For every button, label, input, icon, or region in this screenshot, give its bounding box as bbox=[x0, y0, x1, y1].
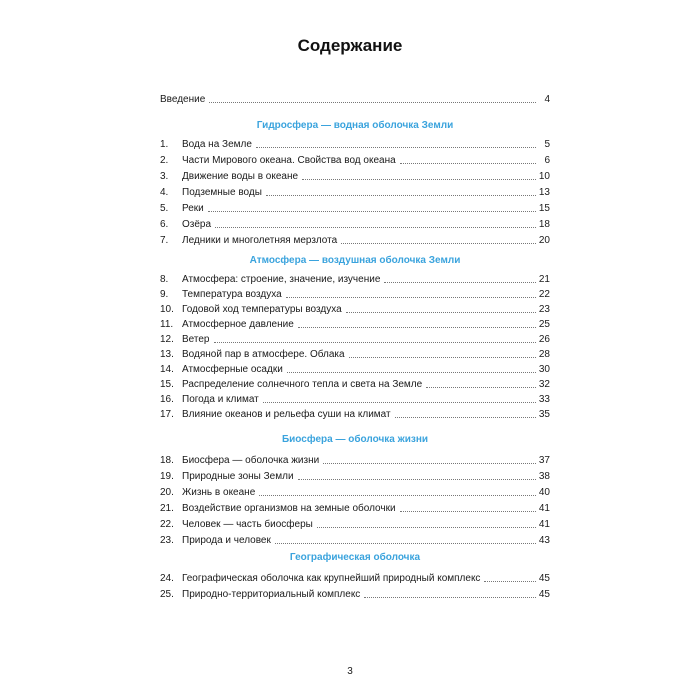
toc-item bbox=[160, 533, 550, 547]
toc-item-num: 21. bbox=[160, 503, 174, 514]
leader-dots bbox=[287, 372, 536, 373]
toc-item bbox=[160, 469, 550, 483]
toc-item-num: 9. bbox=[160, 289, 169, 300]
toc-item-num: 23. bbox=[160, 535, 174, 546]
toc-item-label: Географическая оболочка как крупнейший природный комплекс bbox=[182, 573, 481, 584]
toc-item bbox=[160, 169, 550, 183]
toc-item-page: 35 bbox=[538, 409, 550, 420]
leader-dots bbox=[298, 327, 536, 328]
toc-item-num: 2. bbox=[160, 155, 169, 166]
toc-item-label: Атмосферное давление bbox=[182, 319, 294, 330]
toc-item-num: 14. bbox=[160, 364, 174, 375]
toc-item bbox=[160, 137, 550, 151]
toc-item bbox=[160, 287, 550, 301]
toc-item bbox=[160, 377, 550, 391]
toc-item-label: Водяной пар в атмосфере. Облака bbox=[182, 349, 345, 360]
section-heading-atmosphere: Атмосфера — воздушная оболочка Земли bbox=[249, 255, 461, 266]
toc-item-num: 13. bbox=[160, 349, 174, 360]
toc-item-num: 15. bbox=[160, 379, 174, 390]
toc-item-page: 41 bbox=[538, 519, 550, 530]
toc-item-label: Природно-территориальный комплекс bbox=[182, 589, 361, 600]
section-heading-hydrosphere: Гидросфера — водная оболочка Земли bbox=[256, 120, 454, 131]
toc-item-page: 6 bbox=[544, 155, 550, 166]
leader-dots bbox=[208, 211, 536, 212]
toc-item bbox=[160, 517, 550, 531]
toc-item-label: Погода и климат bbox=[182, 394, 259, 405]
leader-dots bbox=[214, 342, 537, 343]
toc-item-label: Распределение солнечного тепла и света на Земле bbox=[182, 379, 423, 390]
toc-item bbox=[160, 185, 550, 199]
leader-dots bbox=[256, 147, 536, 148]
toc-item-page: 25 bbox=[538, 319, 550, 330]
leader-dots bbox=[364, 597, 536, 598]
leader-dots bbox=[400, 511, 536, 512]
toc-item-page: 13 bbox=[538, 187, 550, 198]
toc-item-label: Ветер bbox=[182, 334, 210, 345]
toc-item bbox=[160, 571, 550, 585]
toc-item-num: 25. bbox=[160, 589, 174, 600]
toc-item-label: Природа и человек bbox=[182, 535, 271, 546]
leader-dots bbox=[346, 312, 536, 313]
toc-item-page: 45 bbox=[538, 573, 550, 584]
leader-dots bbox=[341, 243, 536, 244]
toc-intro-label: Введение bbox=[160, 94, 206, 105]
toc-item-label: Природные зоны Земли bbox=[182, 471, 294, 482]
leader-dots bbox=[275, 543, 536, 544]
toc-item-num: 4. bbox=[160, 187, 169, 198]
toc-item-page: 45 bbox=[538, 589, 550, 600]
leader-dots bbox=[395, 417, 536, 418]
toc-item-label: Части Мирового океана. Свойства вод океана bbox=[182, 155, 396, 166]
toc-item-num: 12. bbox=[160, 334, 174, 345]
toc-item bbox=[160, 201, 550, 215]
toc-item bbox=[160, 272, 550, 286]
toc-item bbox=[160, 501, 550, 515]
toc-item bbox=[160, 153, 550, 167]
toc-item-num: 20. bbox=[160, 487, 174, 498]
toc-item-num: 8. bbox=[160, 274, 169, 285]
toc-item-page: 43 bbox=[538, 535, 550, 546]
toc-item-page: 18 bbox=[538, 219, 550, 230]
page-number: 3 bbox=[347, 666, 353, 677]
toc-item-page: 26 bbox=[538, 334, 550, 345]
leader-dots bbox=[323, 463, 536, 464]
leader-dots bbox=[298, 479, 536, 480]
toc-item-num: 22. bbox=[160, 519, 174, 530]
toc-item-label: Атмосфера: строение, значение, изучение bbox=[182, 274, 381, 285]
toc-item-page: 23 bbox=[538, 304, 550, 315]
leader-dots bbox=[209, 102, 536, 103]
toc-item-label: Биосфера — оболочка жизни bbox=[182, 455, 320, 466]
toc-item-num: 3. bbox=[160, 171, 169, 182]
toc-item-page: 28 bbox=[538, 349, 550, 360]
toc-item-label: Воздействие организмов на земные оболочки bbox=[182, 503, 396, 514]
toc-item-page: 41 bbox=[538, 503, 550, 514]
toc-item-num: 10. bbox=[160, 304, 174, 315]
toc-item bbox=[160, 317, 550, 331]
toc-item bbox=[160, 407, 550, 421]
toc-item-num: 24. bbox=[160, 573, 174, 584]
toc-item bbox=[160, 332, 550, 346]
toc-item-page: 38 bbox=[538, 471, 550, 482]
toc-item-label: Жизнь в океане bbox=[182, 487, 256, 498]
leader-dots bbox=[384, 282, 536, 283]
toc-item-label: Человек — часть биосферы bbox=[182, 519, 313, 530]
toc-item bbox=[160, 233, 550, 247]
toc-item bbox=[160, 485, 550, 499]
toc-item-label: Годовой ход температуры воздуха bbox=[182, 304, 342, 315]
toc-item-label: Температура воздуха bbox=[182, 289, 282, 300]
toc-item-label: Движение воды в океане bbox=[182, 171, 299, 182]
toc-item bbox=[160, 217, 550, 231]
toc-item-num: 11. bbox=[160, 319, 174, 330]
toc-item-label: Влияние океанов и рельефа суши на климат bbox=[182, 409, 391, 420]
section-heading-geographic-envelope: Географическая оболочка bbox=[289, 552, 421, 563]
leader-dots bbox=[400, 163, 536, 164]
toc-item-page: 30 bbox=[538, 364, 550, 375]
page-title: Содержание bbox=[297, 36, 403, 55]
toc-item-num: 16. bbox=[160, 394, 174, 405]
leader-dots bbox=[259, 495, 536, 496]
toc-item-page: 20 bbox=[538, 235, 550, 246]
toc-item bbox=[160, 302, 550, 316]
toc-item-num: 17. bbox=[160, 409, 174, 420]
toc-item-page: 10 bbox=[538, 171, 550, 182]
toc-item bbox=[160, 347, 550, 361]
toc-item-label: Вода на Земле bbox=[182, 139, 252, 150]
leader-dots bbox=[484, 581, 536, 582]
toc-item-label: Реки bbox=[182, 203, 204, 214]
toc-item bbox=[160, 587, 550, 601]
toc-item-num: 5. bbox=[160, 203, 169, 214]
toc-item bbox=[160, 392, 550, 406]
toc-item bbox=[160, 362, 550, 376]
toc-item-label: Подземные воды bbox=[182, 187, 262, 198]
leader-dots bbox=[302, 179, 536, 180]
toc-item-label: Ледники и многолетняя мерзлота bbox=[182, 235, 338, 246]
toc-item bbox=[160, 453, 550, 467]
toc-item-page: 15 bbox=[538, 203, 550, 214]
toc-item-page: 32 bbox=[538, 379, 550, 390]
toc-item-label: Озёра bbox=[182, 219, 212, 230]
toc-item-page: 33 bbox=[538, 394, 550, 405]
toc-item-page: 40 bbox=[538, 487, 550, 498]
section-heading-biosphere: Биосфера — оболочка жизни bbox=[281, 434, 429, 445]
leader-dots bbox=[286, 297, 536, 298]
leader-dots bbox=[317, 527, 536, 528]
toc-item-page: 22 bbox=[538, 289, 550, 300]
leader-dots bbox=[426, 387, 536, 388]
toc-intro-page: 4 bbox=[544, 94, 550, 105]
toc-item-num: 1. bbox=[160, 139, 169, 150]
leader-dots bbox=[349, 357, 536, 358]
leader-dots bbox=[263, 402, 536, 403]
toc-item-page: 5 bbox=[544, 139, 550, 150]
toc-item-num: 19. bbox=[160, 471, 174, 482]
leader-dots bbox=[266, 195, 536, 196]
toc-item-num: 6. bbox=[160, 219, 169, 230]
leader-dots bbox=[215, 227, 536, 228]
toc-item-label: Атмосферные осадки bbox=[182, 364, 283, 375]
toc-item-num: 18. bbox=[160, 455, 174, 466]
toc-intro bbox=[160, 92, 550, 106]
toc-item-page: 21 bbox=[538, 274, 550, 285]
toc-item-page: 37 bbox=[538, 455, 550, 466]
toc-item-num: 7. bbox=[160, 235, 169, 246]
